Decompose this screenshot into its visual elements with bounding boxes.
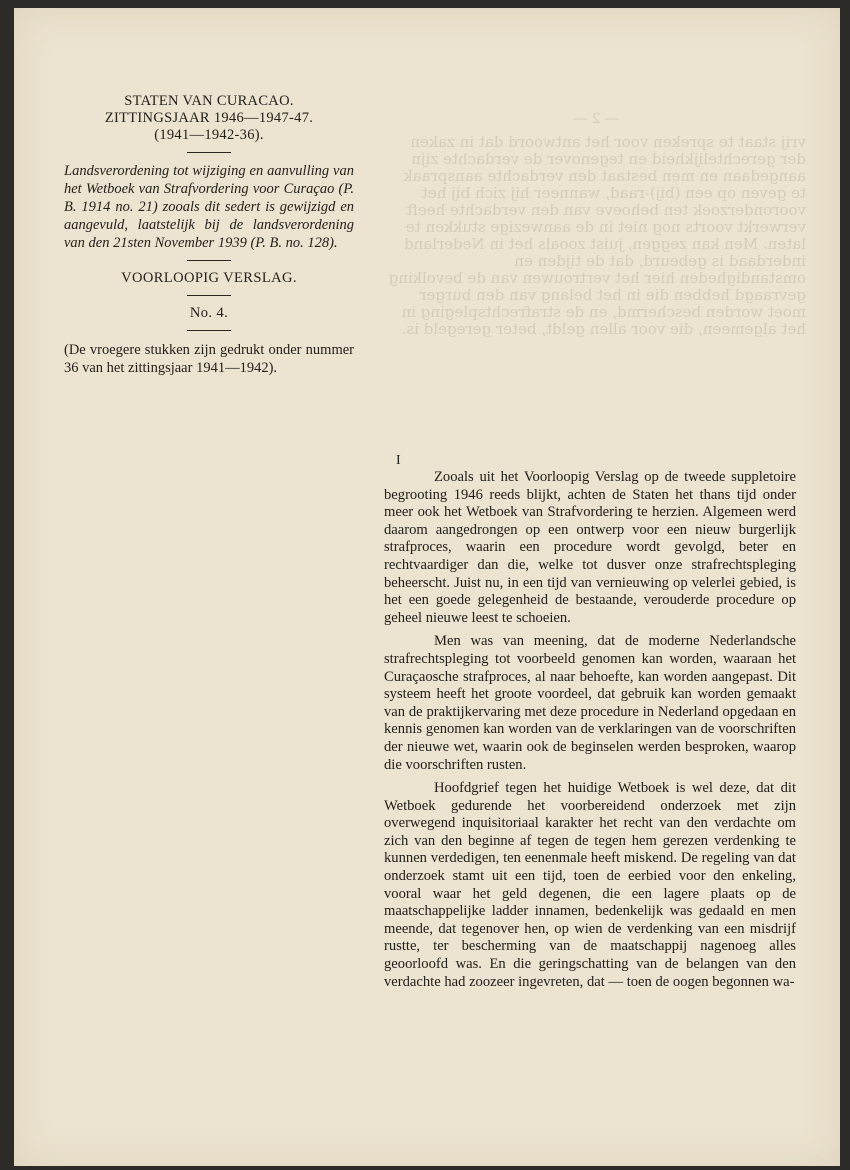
- subject-description: Landsverordening tot wijziging en aanvulling van het Wetboek van Strafvordering voor Curaçao (P. B. 1914 no. 21) zooals dit sedert is gewijzigd en aangevuld, laatstelijk bij de landsverordening van den 21sten November 1939 (P. B. no. 128).: [64, 163, 354, 251]
- divider: [187, 330, 231, 331]
- report-title: VOORLOOPIG VERSLAG.: [121, 270, 297, 286]
- divider: [187, 260, 231, 261]
- section-mark: I: [396, 453, 401, 468]
- document-header: [64, 93, 354, 144]
- bleed-through-body: vrij staat te spreken voor het antwoord dat in zaken der gerechtelijkheid en tegenover de verdachte zijn aangedaan en men bestaat den verdachte aanspraak te geven op een (bij)-raad, wanneer hij zich bij het vooronderzoek ten behoeve van den verdachte heeft verwerkt voorts nog niet in de aanwezige stukken te laten. Men kan zeggen, juist zooals het in Nederland inderdaad is gebeurd, dat de tijden en omstandigheden hier het vertrouwen van de bevolking gevraagd hebben die in het belang van den burger moet worden beschermd, en de strafrechtspleging in het algemeen, die voor allen geldt, beter geregeld is.: [388, 133, 806, 338]
- body-paragraph-1: Zooals uit het Voorloopig Verslag op de tweede suppletoire begrooting 1946 reeds blijkt, achten de Staten het thans tijd onder meer ook het Wetboek van Strafvordering te herzien. Algemeen werd daarom aangedrongen op een ontwerp voor een nieuw burgerlijk strafproces, waarin een procedure wordt gevolgd, beter en rechtvaardiger dan die, welke tot dusver onze strafrechtspleging beheerscht. Juist nu, in een tijd van vernieuwing op velerlei gebied, is het een goede gelegenheid de bestaande, verouderde procedure op geheel nieuwe leest te schoeien.: [384, 469, 796, 626]
- bleed-through-text: [386, 111, 806, 451]
- report-number: No. 4.: [189, 305, 229, 321]
- bleed-through-page-number: — 2 —: [573, 111, 619, 127]
- body-paragraph-3: Hoofdgrief tegen het huidige Wetboek is wel deze, dat dit Wetboek gedurende het voorbereidend onderzoek met zijn overwegend inquisitoriaal karakter het recht van den verdachte om zich van den beginne af tegen de tegen hem gerezen verdenking te kunnen verdedigen, ten eenenmale heeft miskend. De regeling van dat onderzoek stamt uit een tijd, toen de eerbied voor den enkeling, vooral waar het geld degenen, die een lagere plaats op de maatschappelijke ladder innamen, bedenkelijk was gedaald en men meende, dat tegenover hen, op wien de verdenking van een misdrijf rustte, ter bescherming van de maatschappij nagenoeg alles geoorloofd was. En die geringschatting van de belangen van den verdachte had zoozeer ingevreten, dat — toen de oogen begonnen wa-: [384, 780, 796, 990]
- header-line-2: ZITTINGSJAAR 1946—1947-47.: [104, 110, 314, 126]
- left-column: [64, 93, 354, 377]
- document-page: [14, 8, 840, 1166]
- right-column: [384, 453, 796, 997]
- header-line-3: (1941—1942-36).: [154, 127, 264, 143]
- header-line-1: STATEN VAN CURACAO.: [124, 93, 294, 109]
- body-paragraph-2: Men was van meening, dat de moderne Nederlandsche strafrechtspleging tot voorbeeld genomen kan worden, waaraan het Curaçaosche strafproces, al naar behoefte, kan worden aangepast. Dit systeem heeft het groote voordeel, dat gebruik kan worden gemaakt van de praktijkervaring met deze procedure in Nederland opgedaan en kennis genomen kan worden van de verklaringen van de voorschriften der nieuwe wet, waarin ook de beginselen werden besproken, waarop die voorschriften rusten.: [384, 633, 796, 773]
- divider: [187, 152, 231, 153]
- divider: [187, 295, 231, 296]
- reference-note: (De vroegere stukken zijn gedrukt onder nummer 36 van het zittingsjaar 1941—1942).: [64, 342, 354, 376]
